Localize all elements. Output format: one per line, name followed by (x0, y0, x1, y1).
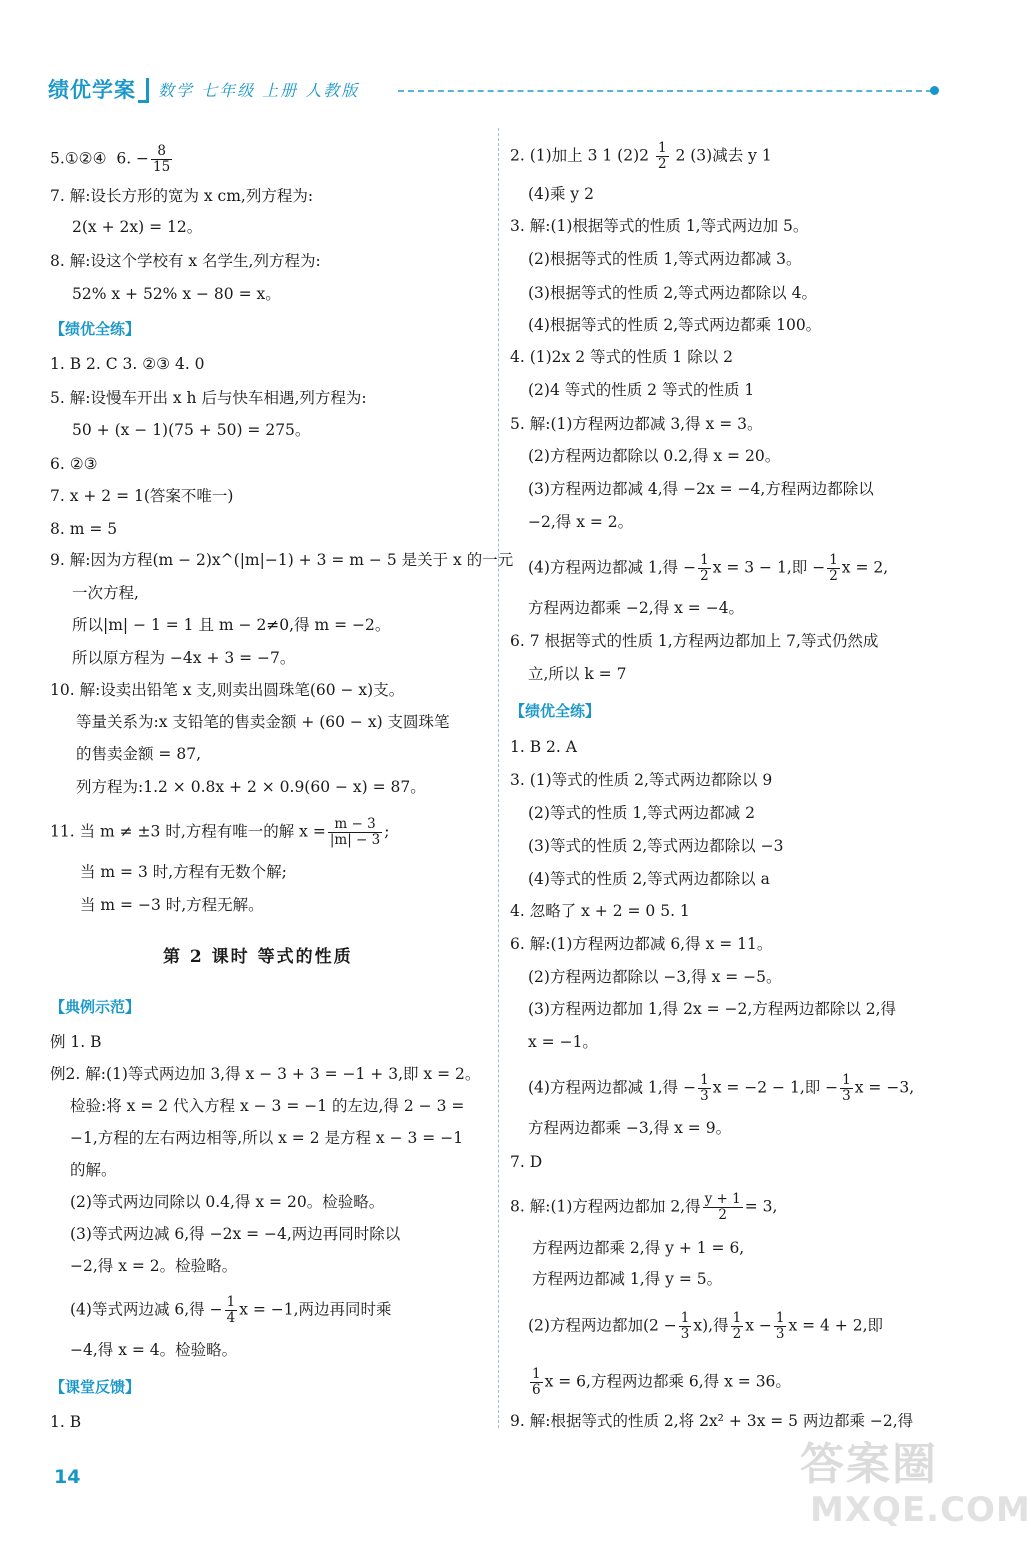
answer-line: 2(x + 2x) = 12。 (72, 218, 203, 236)
answer-line: 例2. 解:(1)等式两边加 3,得 x − 3 + 3 = −1 + 3,即 x = 2。 (50, 1065, 481, 1083)
answer-line: 7. 解:设长方形的宽为 x cm,列方程为: (50, 187, 314, 205)
section-heading: 【课堂反馈】 (50, 1378, 141, 1396)
answer-line: 6. 解:(1)方程两边都减 6,得 x = 11。 (510, 935, 773, 953)
answer-line: 8. 解:(1)方程两边都加 2,得 $\frac{y + 1}{2}$ = 3, (510, 1191, 778, 1223)
answer-line: 1. B (50, 1413, 82, 1431)
answer-line: (2)等式的性质 1,等式两边都减 2 (528, 804, 755, 822)
answer-line: 8. 解:设这个学校有 x 名学生,列方程为: (50, 252, 321, 270)
answer-line: (3)方程两边都减 4,得 −2x = −4,方程两边都除以 (528, 480, 874, 498)
answer-line: 4. 忽略了 x + 2 = 0 5. 1 (510, 902, 690, 920)
answer-line: (3)方程两边都加 1,得 2x = −2,方程两边都除以 2,得 (528, 1000, 897, 1018)
answer-line: (4)方程两边都减 1,得 − $\frac{1}{3}$ x = −2 − 1,即 − $\frac{1}{3}$ x = −3, (528, 1072, 915, 1104)
answer-line: 列方程为:1.2 × 0.8x + 2 × 0.9(60 − x) = 87。 (76, 778, 426, 796)
fraction: $\frac{1}{3}$ (775, 1310, 785, 1342)
section-heading: 【典例示范】 (50, 998, 141, 1016)
answer-line: 6. ②③ (50, 455, 98, 473)
fraction: $\frac{1}{4}$ (226, 1294, 236, 1326)
answer-line: (2)方程两边都除以 −3,得 x = −5。 (528, 968, 782, 986)
answer-line: 50 + (x − 1)(75 + 50) = 275。 (72, 421, 311, 439)
brand-bracket (138, 78, 149, 103)
fraction: $\frac{1}{2}$ (657, 140, 667, 172)
answer-line: 2. (1)加上 3 1 (2)2 $\frac{1}{2}$ 2 (3)减去 y 1 (510, 140, 772, 172)
answer-line: 52% x + 52% x − 80 = x。 (72, 285, 281, 303)
brand-logo: 绩优学案 (48, 78, 136, 102)
fraction: $\frac{1}{2}$ (732, 1310, 742, 1342)
answer-line: 9. 解:因为方程(m − 2)x^(|m|−1) + 3 = m − 5 是关于 x 的一元 (50, 551, 514, 569)
answer-line: (4)方程两边都减 1,得 − $\frac{1}{2}$ x = 3 − 1,即 − $\frac{1}{2}$ x = 2, (528, 552, 889, 584)
answer-line: −2,得 x = 2。 (528, 513, 634, 531)
fraction: $\frac{1}{3}$ (700, 1072, 709, 1104)
answer-line: 方程两边都减 1,得 y = 5。 (532, 1270, 723, 1288)
answer-line: (2)方程两边都除以 0.2,得 x = 20。 (528, 447, 781, 465)
answer-line: (2)等式两边同除以 0.4,得 x = 20。检验略。 (70, 1193, 385, 1211)
answer-line: 方程两边都乘 −3,得 x = 9。 (528, 1119, 732, 1137)
header-dash-line (398, 90, 932, 92)
answer-line: 检验:将 x = 2 代入方程 x − 3 = −1 的左边,得 2 − 3 = (70, 1097, 465, 1115)
page-header (48, 74, 948, 108)
answer-line: 5. 解:设慢车开出 x h 后与快车相遇,列方程为: (50, 389, 367, 407)
answer-line: 7. D (510, 1153, 543, 1171)
answer-line: 1. B 2. A (510, 738, 577, 756)
answer-line: 一次方程, (72, 584, 139, 602)
answer-line: 例 1. B (50, 1033, 102, 1051)
answer-line: 立,所以 k = 7 (528, 665, 627, 683)
fraction: $\frac{8}{15}$ (153, 143, 171, 175)
answer-line: 的解。 (70, 1161, 117, 1179)
answer-line: 9. 解:根据等式的性质 2,将 2x² + 3x = 5 两边都乘 −2,得 (510, 1412, 914, 1430)
answer-line: 6. 7 根据等式的性质 1,方程两边都加上 7,等式仍然成 (510, 632, 879, 650)
page-number: 14 (54, 1466, 81, 1488)
answer-line: 5. 解:(1)方程两边都减 3,得 x = 3。 (510, 415, 763, 433)
answer-line: 等量关系为:x 支铅笔的售卖金额 + (60 − x) 支圆珠笔 (76, 713, 450, 731)
answer-line: 11. 当 m ≠ ±3 时,方程有唯一的解 x = $\frac{m - 3}{|m| - 3}$ ; (50, 816, 390, 848)
fraction: $\frac{1}{2}$ (700, 552, 709, 584)
answer-line: (4)等式两边减 6,得 − $\frac{1}{4}$ x = −1,两边再同时乘 (70, 1294, 392, 1326)
answer-line: 方程两边都乘 2,得 y + 1 = 6, (532, 1239, 745, 1257)
answer-line: 方程两边都乘 −2,得 x = −4。 (528, 599, 745, 617)
lesson-title: 第 2 课时 等式的性质 (163, 947, 353, 967)
fraction: $\frac{1}{3}$ (842, 1072, 851, 1104)
answer-line: 4. (1)2x 2 等式的性质 1 除以 2 (510, 348, 733, 366)
answer-line: 3. (1)等式的性质 2,等式两边都除以 9 (510, 771, 773, 789)
book-subtitle: 数学 七年级 上册 人教版 (158, 81, 360, 100)
watermark-en: MXQE.COM (810, 1490, 1031, 1530)
answer-line: 当 m = −3 时,方程无解。 (80, 896, 264, 914)
answer-line: 3. 解:(1)根据等式的性质 1,等式两边加 5。 (510, 217, 809, 235)
fraction: $\frac{1}{2}$ (829, 552, 838, 584)
answer-line: 8. m = 5 (50, 520, 118, 538)
watermark (790, 1428, 1031, 1538)
answer-line: 的售卖金额 = 87, (76, 745, 201, 763)
answer-line: (4)等式的性质 2,等式两边都除以 a (528, 870, 770, 888)
answer-line: 所以原方程为 −4x + 3 = −7。 (72, 649, 296, 667)
answer-line: 7. x + 2 = 1(答案不唯一) (50, 487, 234, 505)
watermark-cn: 答案圈 (800, 1439, 938, 1490)
answer-line: 10. 解:设卖出铅笔 x 支,则卖出圆珠笔(60 − x)支。 (50, 681, 405, 699)
answer-line: 所以|m| − 1 = 1 且 m − 2≠0,得 m = −2。 (72, 616, 391, 634)
answer-line: (2)方程两边都加(2 − $\frac{1}{3}$ x),得 $\frac{1}{2}$ x − $\frac{1}{3}$ x = 4 + 2,即 (528, 1310, 884, 1342)
fraction: $\frac{1}{3}$ (680, 1310, 690, 1342)
section-heading: 【绩优全练】 (510, 702, 601, 720)
section-heading: 【绩优全练】 (50, 320, 141, 338)
answer-line: (4)乘 y 2 (528, 185, 594, 203)
answer-line: (3)根据等式的性质 2,等式两边都除以 4。 (528, 284, 817, 302)
answer-line: 5.①②④ 6. − $\frac{8}{15}$ (50, 143, 171, 175)
answer-line: −1,方程的左右两边相等,所以 x = 2 是方程 x − 3 = −1 (70, 1129, 464, 1147)
answer-line: (3)等式两边减 6,得 −2x = −4,两边再同时除以 (70, 1225, 401, 1243)
answer-line: 1. B 2. C 3. ②③ 4. 0 (50, 355, 205, 373)
answer-line: −2,得 x = 2。检验略。 (70, 1257, 238, 1275)
fraction: $\frac{y + 1}{2}$ (704, 1191, 741, 1223)
answer-line: 当 m = 3 时,方程有无数个解; (80, 863, 287, 881)
column-divider (498, 128, 499, 1428)
header-dot (930, 86, 939, 95)
answer-line: x = −1。 (528, 1033, 598, 1051)
fraction: $\frac{m - 3}{|m| - 3}$ (329, 816, 381, 848)
answer-line: (3)等式的性质 2,等式两边都除以 −3 (528, 837, 784, 855)
answer-line: (2)根据等式的性质 1,等式两边都减 3。 (528, 250, 802, 268)
fraction: $\frac{1}{6}$ (532, 1366, 541, 1398)
answer-line: (2)4 等式的性质 2 等式的性质 1 (528, 381, 755, 399)
answer-line: (4)根据等式的性质 2,等式两边都乘 100。 (528, 316, 822, 334)
answer-line: $\frac{1}{6}$ x = 6,方程两边都乘 6,得 x = 36。 (532, 1366, 791, 1398)
answer-line: −4,得 x = 4。检验略。 (70, 1341, 238, 1359)
